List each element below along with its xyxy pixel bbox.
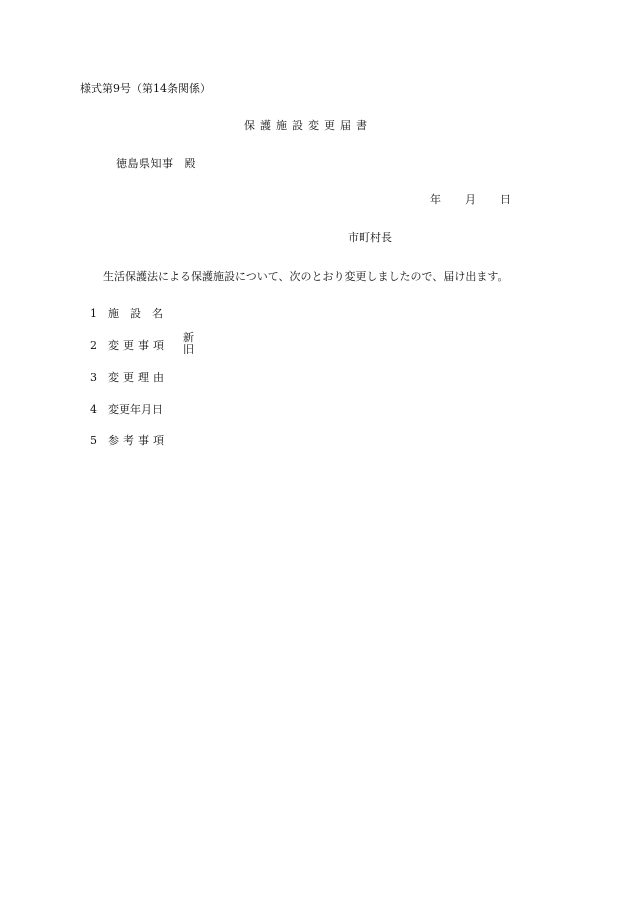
- addressee: [116, 157, 196, 171]
- item-label: 参考事項: [108, 434, 168, 447]
- item-number: 3: [90, 371, 97, 384]
- item-label: 変更年月日: [108, 403, 163, 416]
- item-number: 4: [90, 403, 97, 416]
- date-month: 月: [465, 193, 476, 206]
- item-number: 5: [90, 434, 97, 447]
- sender: 市町村長: [348, 231, 392, 244]
- old-label: 旧: [183, 343, 194, 356]
- item-label: 施設名: [108, 307, 174, 320]
- item-number: 2: [90, 339, 97, 352]
- body-text: 生活保護法による保護施設について、次のとおり変更しましたので、届け出ます。: [103, 270, 509, 283]
- addressee-name: 徳島県知事: [116, 157, 174, 170]
- addressee-honorific: 殿: [184, 157, 196, 170]
- item-label: 変更理由: [108, 371, 168, 384]
- item-number: 1: [90, 307, 97, 320]
- item-label: 変更事項: [108, 339, 168, 352]
- document-title: 保護施設変更届書: [244, 119, 372, 132]
- date-year: 年: [430, 193, 441, 206]
- new-old-labels: [183, 332, 194, 356]
- date-day: 日: [500, 193, 511, 206]
- form-number: 様式第9号（第14条関係）: [80, 82, 211, 95]
- date-line: [430, 193, 511, 207]
- new-label: 新: [183, 331, 194, 344]
